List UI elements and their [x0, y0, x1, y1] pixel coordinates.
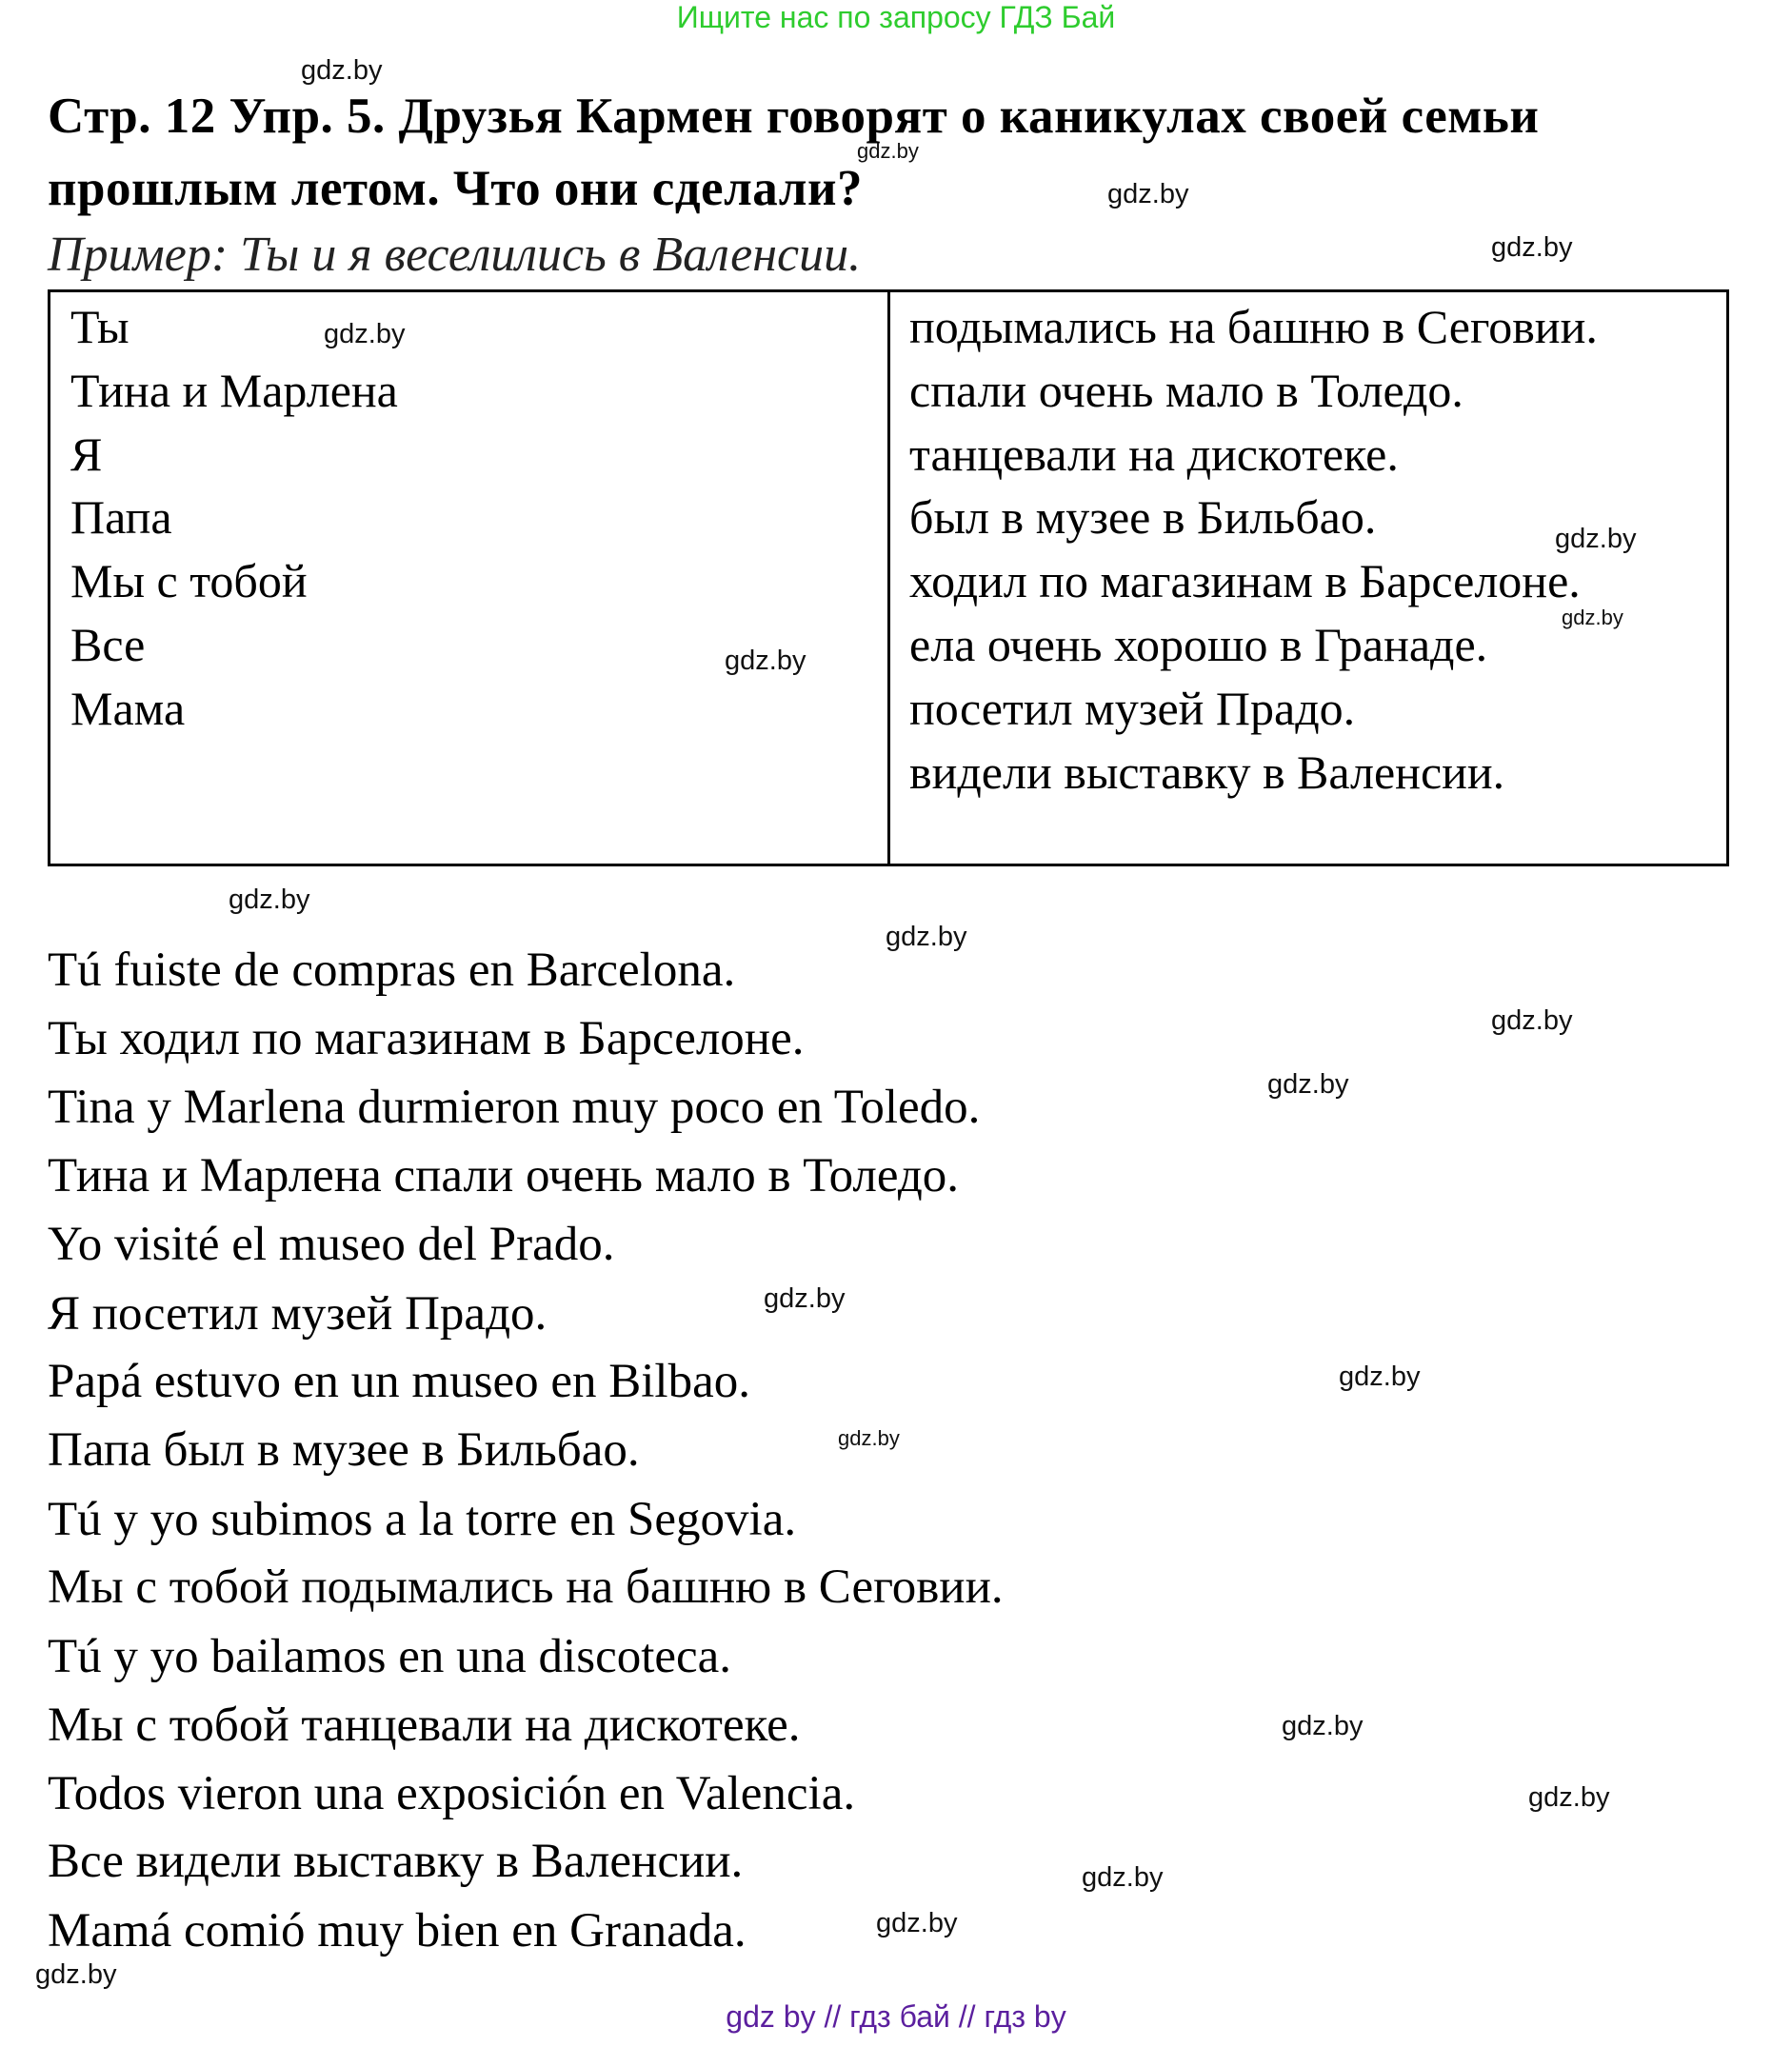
table-divider [887, 289, 890, 866]
watermark: gdz.by [1491, 1005, 1573, 1036]
action-cell: подымались на башню в Сеговии. [909, 300, 1598, 353]
exercise-title-line2: прошлым летом. Что они сделали? [48, 161, 864, 216]
action-cell: танцевали на дискотеке. [909, 427, 1399, 481]
watermark: gdz.by [764, 1283, 846, 1314]
watermark: gdz.by [35, 1959, 117, 1990]
action-cell: ела очень хорошо в Гранаде. [909, 618, 1488, 671]
subject-cell: Тина и Марлена [70, 364, 398, 417]
subject-cell: Я [70, 427, 103, 481]
watermark: gdz.by [886, 922, 967, 952]
answer-line: Ты ходил по магазинам в Барселоне. [48, 1012, 805, 1065]
answer-line: Мы с тобой танцевали на дискотеке. [48, 1699, 801, 1752]
subject-cell: Ты [70, 300, 129, 353]
action-cell: посетил музей Прадо. [909, 682, 1356, 735]
watermark: gdz.by [301, 55, 383, 86]
action-cell: был в музее в Бильбао. [909, 490, 1377, 544]
answer-line: Mamá comió muy bien en Granada. [48, 1904, 747, 1958]
answer-line: Мы с тобой подымались на башню в Сеговии. [48, 1560, 1004, 1614]
action-cell: видели выставку в Валенсии. [909, 745, 1505, 799]
answer-line: Tú y yo bailamos en una discoteca. [48, 1630, 732, 1683]
watermark: gdz.by [725, 646, 806, 676]
watermark: gdz.by [1491, 232, 1573, 263]
watermark: gdz.by [1528, 1782, 1610, 1813]
answer-line: Tú fuiste de compras en Barcelona. [48, 944, 736, 997]
answer-line: Папа был в музее в Бильбао. [48, 1423, 640, 1477]
watermark: gdz.by [229, 884, 310, 915]
answer-line: Тина и Марлена спали очень мало в Толедо. [48, 1149, 960, 1202]
action-cell: спали очень мало в Толедо. [909, 364, 1463, 417]
subject-cell: Папа [70, 490, 172, 544]
answer-line: Tina y Marlena durmieron muy poco en Toledo. [48, 1081, 981, 1134]
example-sentence: Пример: Ты и я веселились в Валенсии. [48, 228, 862, 282]
answer-line: Yo visité el museo del Prado. [48, 1218, 615, 1271]
exercise-title-line1: Стр. 12 Упр. 5. Друзья Кармен говорят о каникулах своей семьи [48, 89, 1540, 144]
watermark: gdz.by [1339, 1361, 1421, 1392]
answer-line: Todos vieron una exposición en Valencia. [48, 1767, 856, 1820]
watermark: gdz.by [1107, 179, 1189, 209]
answer-line: Tú y yo subimos a la torre en Segovia. [48, 1493, 797, 1546]
answer-line: Papá estuvo en un museo en Bilbao. [48, 1355, 750, 1408]
watermark: gdz.by [857, 139, 919, 163]
subject-cell: Мы с тобой [70, 554, 308, 607]
watermark: gdz.by [1082, 1862, 1164, 1893]
footer-links[interactable]: gdz by // гдз бай // гдз by [726, 1999, 1066, 2034]
watermark: gdz.by [324, 319, 406, 349]
action-cell: ходил по магазинам в Барселоне. [909, 554, 1581, 607]
search-banner[interactable]: Ищите нас по запросу ГДЗ Бай [676, 0, 1116, 34]
watermark: gdz.by [876, 1908, 958, 1938]
subject-cell: Все [70, 618, 146, 671]
watermark: gdz.by [1555, 524, 1637, 554]
watermark: gdz.by [1282, 1711, 1364, 1741]
subject-cell: Мама [70, 682, 186, 735]
watermark: gdz.by [1267, 1069, 1349, 1100]
watermark: gdz.by [1562, 606, 1623, 629]
answer-line: Я посетил музей Прадо. [48, 1287, 548, 1341]
answer-line: Все видели выставку в Валенсии. [48, 1835, 744, 1888]
watermark: gdz.by [838, 1426, 900, 1450]
